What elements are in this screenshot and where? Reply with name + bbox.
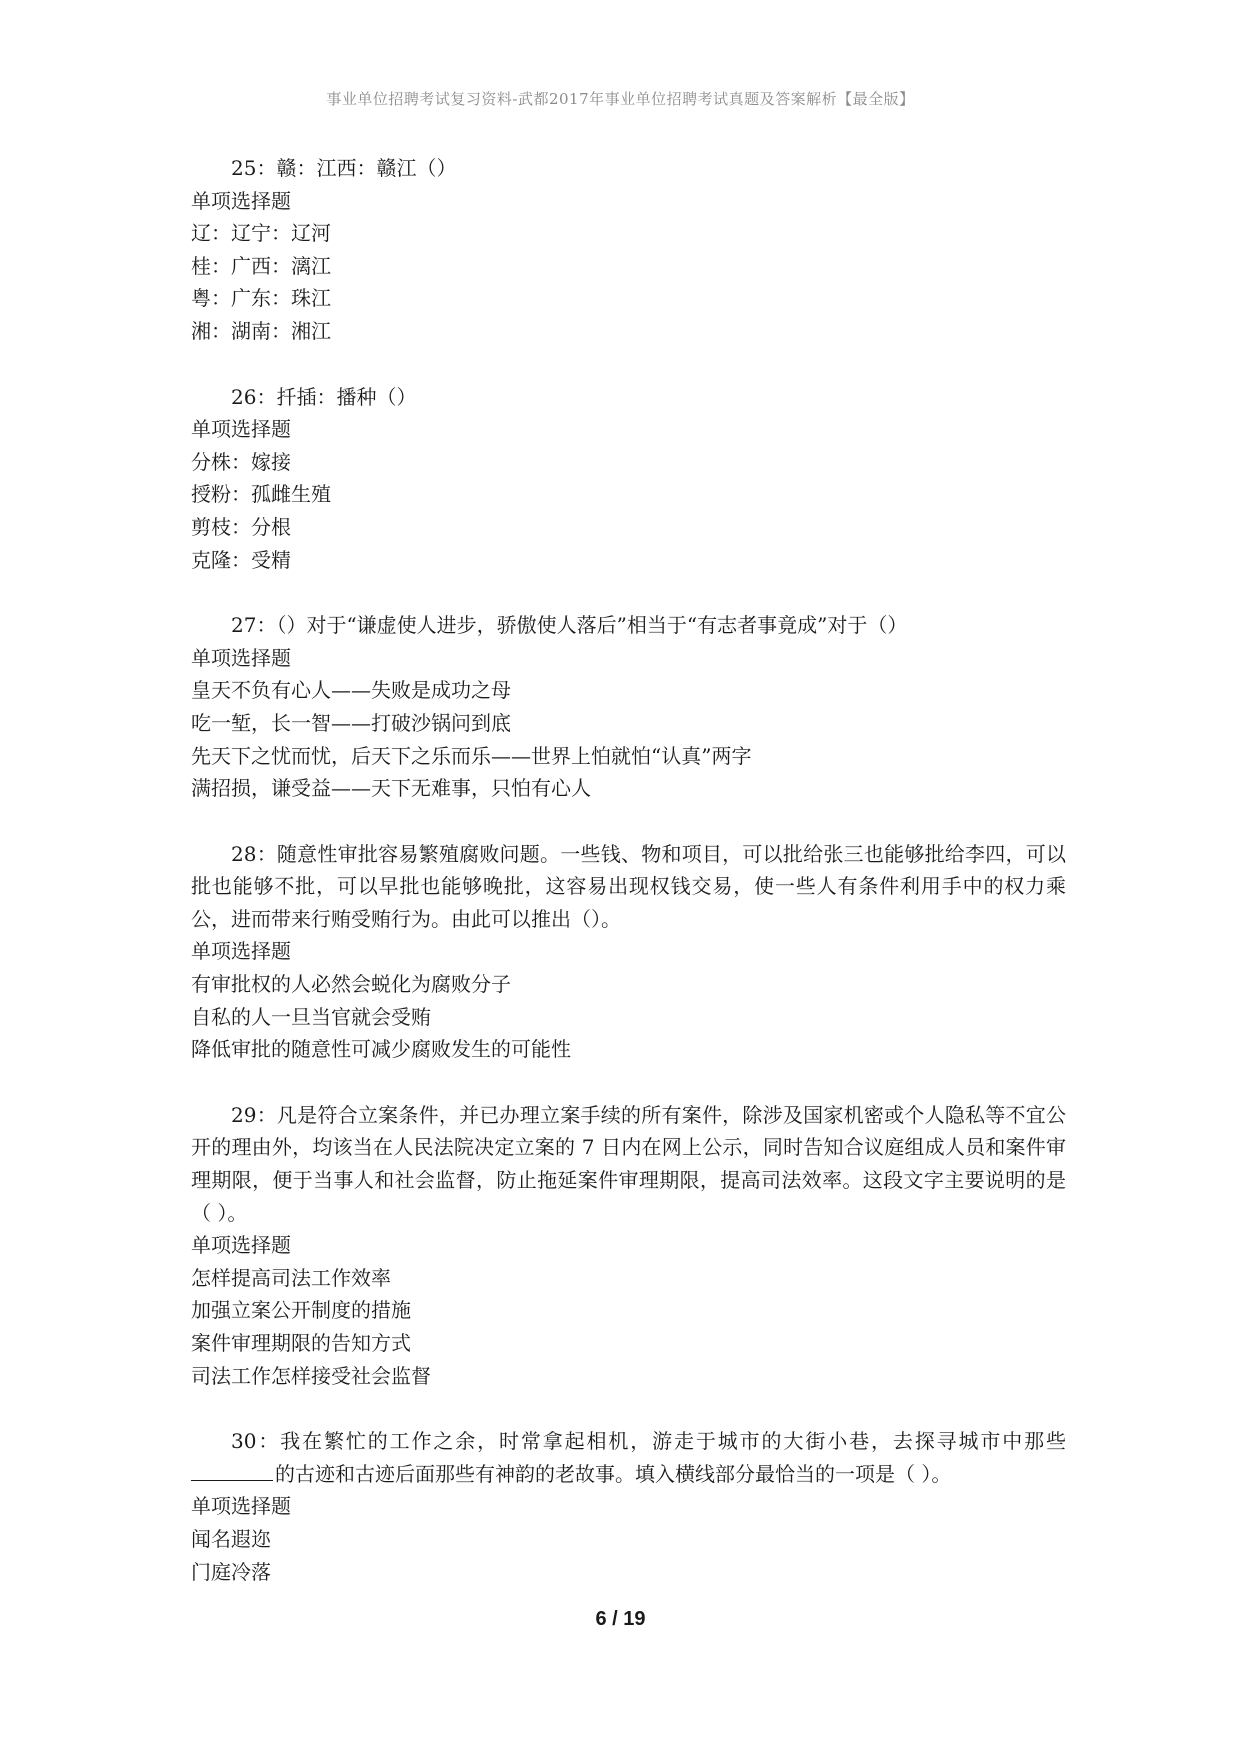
question-stem: 28：随意性审批容易繁殖腐败问题。一些钱、物和项目，可以批给张三也能够批给李四，可以批也能够不批，可以早批也能够晚批，这容易出现权钱交易，使一些人有条件利用手中的权力乘公，进而带来行贿受贿行为。由此可以推出（）。 [191, 841, 1066, 931]
fill-blank-underline [191, 1460, 273, 1481]
question-type: 单项选择题 [191, 188, 291, 213]
question-stem-after-blank: 的古迹和古迹后面那些有神韵的老故事。填入横线部分最恰当的一项是（ ）。 [275, 1461, 952, 1486]
question-stem [191, 1425, 1066, 1490]
question-28 [191, 838, 1066, 1066]
option: 桂：广西：漓江 [191, 253, 331, 278]
document-body [191, 152, 1066, 1621]
question-29 [191, 1099, 1066, 1392]
option: 先天下之忧而忧，后天下之乐而乐——世界上怕就怕“认真”两字 [191, 743, 752, 768]
question-30 [191, 1425, 1066, 1588]
option: 剪枝：分根 [191, 514, 291, 539]
question-type: 单项选择题 [191, 939, 291, 964]
question-25 [191, 152, 1066, 348]
option: 自私的人一旦当官就会受贿 [191, 1004, 431, 1029]
option: 降低审批的随意性可减少腐败发生的可能性 [191, 1037, 571, 1062]
question-type: 单项选择题 [191, 1494, 291, 1519]
option: 粤：广东：珠江 [191, 286, 331, 311]
question-stem: 26：扦插：播种（） [231, 384, 417, 409]
question-stem: 29：凡是符合立案条件，并已办理立案手续的所有案件，除涉及国家机密或个人隐私等不宜公开的理由外，均该当在人民法院决定立案的 7 日内在网上公示，同时告知合议庭组成人员和案件审理期限，便于当事人和社会监督，防止拖延案件审理期限，提高司法效率。这段文字主要说明的是（ ）。 [191, 1102, 1066, 1225]
question-27 [191, 609, 1066, 805]
option: 吃一堑，长一智——打破沙锅问到底 [191, 710, 511, 735]
option: 案件审理期限的告知方式 [191, 1331, 411, 1355]
option: 闻名遐迩 [191, 1526, 271, 1551]
question-stem: 25：赣：江西：赣江（） [231, 156, 457, 180]
option: 满招损，谦受益——天下无难事，只怕有心人 [191, 776, 591, 801]
option: 门庭冷落 [191, 1559, 271, 1584]
question-type: 单项选择题 [191, 1233, 291, 1258]
question-type: 单项选择题 [191, 645, 291, 670]
option: 皇天不负有心人——失败是成功之母 [191, 678, 511, 703]
question-26 [191, 381, 1066, 577]
question-type: 单项选择题 [191, 417, 291, 442]
question-stem-before-blank: 30：我在繁忙的工作之余，时常拿起相机，游走于城市的大街小巷，去探寻城市中那些 [231, 1429, 1066, 1454]
question-stem: 27：（）对于“谦虚使人进步，骄傲使人落后”相当于“有志者事竟成”对于（） [231, 613, 908, 638]
option: 湘：湖南：湘江 [191, 318, 331, 343]
option: 怎样提高司法工作效率 [191, 1265, 391, 1290]
page-number: 6 / 19 [595, 1608, 646, 1630]
option: 加强立案公开制度的措施 [191, 1298, 411, 1323]
option: 授粉：孤雌生殖 [191, 482, 331, 507]
option: 司法工作怎样接受社会监督 [191, 1363, 431, 1388]
option: 克隆：受精 [191, 547, 291, 572]
option: 分株：嫁接 [191, 449, 291, 474]
option: 有审批权的人必然会蜕化为腐败分子 [191, 972, 511, 997]
option: 辽：辽宁：辽河 [191, 221, 331, 246]
document-header: 事业单位招聘考试复习资料-武都2017年事业单位招聘考试真题及答案解析【最全版】 [326, 90, 915, 108]
